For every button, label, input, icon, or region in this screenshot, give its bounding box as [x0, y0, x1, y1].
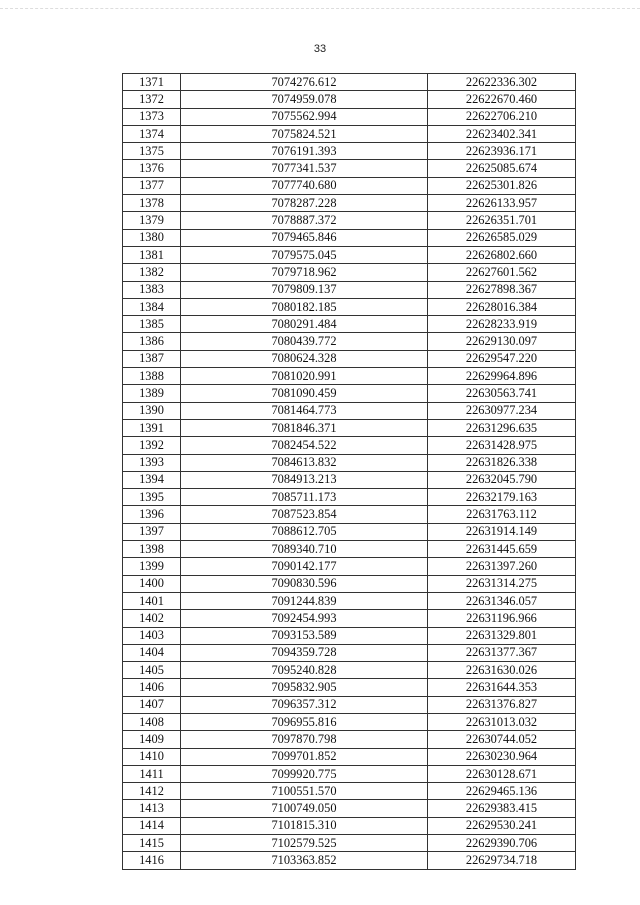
table-row [123, 696, 576, 713]
table-row [123, 385, 576, 402]
y-coordinate-cell: 22626133.957 [428, 195, 576, 212]
table-row [123, 350, 576, 367]
table-row [123, 74, 576, 91]
x-coordinate-cell: 7089340.710 [181, 541, 428, 558]
point-number-cell: 1382 [123, 264, 181, 281]
point-number-cell: 1397 [123, 523, 181, 540]
y-coordinate-cell: 22630744.052 [428, 731, 576, 748]
point-number-cell: 1376 [123, 160, 181, 177]
y-coordinate-cell: 22622670.460 [428, 91, 576, 108]
y-coordinate-cell: 22628016.384 [428, 298, 576, 315]
table-row [123, 246, 576, 263]
table-row [123, 143, 576, 160]
point-number-cell: 1389 [123, 385, 181, 402]
table-row [123, 748, 576, 765]
point-number-cell: 1395 [123, 489, 181, 506]
x-coordinate-cell: 7090142.177 [181, 558, 428, 575]
y-coordinate-cell: 22627898.367 [428, 281, 576, 298]
table-row [123, 229, 576, 246]
table-row [123, 679, 576, 696]
y-coordinate-cell: 22622336.302 [428, 74, 576, 91]
point-number-cell: 1385 [123, 316, 181, 333]
x-coordinate-cell: 7081464.773 [181, 402, 428, 419]
coordinates-table-body [123, 74, 576, 870]
y-coordinate-cell: 22629383.415 [428, 800, 576, 817]
y-coordinate-cell: 22632045.790 [428, 471, 576, 488]
point-number-cell: 1394 [123, 471, 181, 488]
x-coordinate-cell: 7078287.228 [181, 195, 428, 212]
page-number: 33 [313, 43, 327, 55]
y-coordinate-cell: 22629130.097 [428, 333, 576, 350]
table-row [123, 419, 576, 436]
x-coordinate-cell: 7081846.371 [181, 419, 428, 436]
x-coordinate-cell: 7077341.537 [181, 160, 428, 177]
x-coordinate-cell: 7100551.570 [181, 783, 428, 800]
point-number-cell: 1398 [123, 541, 181, 558]
table-row [123, 125, 576, 142]
x-coordinate-cell: 7103363.852 [181, 852, 428, 869]
table-row [123, 852, 576, 869]
y-coordinate-cell: 22632179.163 [428, 489, 576, 506]
point-number-cell: 1411 [123, 765, 181, 782]
x-coordinate-cell: 7079809.137 [181, 281, 428, 298]
point-number-cell: 1399 [123, 558, 181, 575]
point-number-cell: 1378 [123, 195, 181, 212]
y-coordinate-cell: 22631296.635 [428, 419, 576, 436]
point-number-cell: 1372 [123, 91, 181, 108]
x-coordinate-cell: 7074276.612 [181, 74, 428, 91]
table-row [123, 298, 576, 315]
y-coordinate-cell: 22629465.136 [428, 783, 576, 800]
point-number-cell: 1406 [123, 679, 181, 696]
table-row [123, 489, 576, 506]
point-number-cell: 1383 [123, 281, 181, 298]
y-coordinate-cell: 22631445.659 [428, 541, 576, 558]
x-coordinate-cell: 7085711.173 [181, 489, 428, 506]
point-number-cell: 1374 [123, 125, 181, 142]
x-coordinate-cell: 7088612.705 [181, 523, 428, 540]
x-coordinate-cell: 7080182.185 [181, 298, 428, 315]
table-row [123, 523, 576, 540]
y-coordinate-cell: 22631329.801 [428, 627, 576, 644]
point-number-cell: 1416 [123, 852, 181, 869]
point-number-cell: 1400 [123, 575, 181, 592]
x-coordinate-cell: 7079718.962 [181, 264, 428, 281]
table-row [123, 731, 576, 748]
table-row [123, 402, 576, 419]
y-coordinate-cell: 22630977.234 [428, 402, 576, 419]
y-coordinate-cell: 22630128.671 [428, 765, 576, 782]
y-coordinate-cell: 22631914.149 [428, 523, 576, 540]
y-coordinate-cell: 22631428.975 [428, 437, 576, 454]
table-row [123, 506, 576, 523]
table-row [123, 713, 576, 730]
point-number-cell: 1409 [123, 731, 181, 748]
y-coordinate-cell: 22631196.966 [428, 610, 576, 627]
point-number-cell: 1377 [123, 177, 181, 194]
scan-artifact-line [0, 8, 640, 13]
table-row [123, 783, 576, 800]
x-coordinate-cell: 7099920.775 [181, 765, 428, 782]
point-number-cell: 1402 [123, 610, 181, 627]
table-row [123, 662, 576, 679]
y-coordinate-cell: 22631346.057 [428, 592, 576, 609]
x-coordinate-cell: 7076191.393 [181, 143, 428, 160]
table-row [123, 471, 576, 488]
table-row [123, 541, 576, 558]
x-coordinate-cell: 7100749.050 [181, 800, 428, 817]
table-row [123, 817, 576, 834]
point-number-cell: 1401 [123, 592, 181, 609]
y-coordinate-cell: 22629734.718 [428, 852, 576, 869]
table-row [123, 177, 576, 194]
x-coordinate-cell: 7091244.839 [181, 592, 428, 609]
x-coordinate-cell: 7080624.328 [181, 350, 428, 367]
x-coordinate-cell: 7082454.522 [181, 437, 428, 454]
y-coordinate-cell: 22629547.220 [428, 350, 576, 367]
y-coordinate-cell: 22629964.896 [428, 368, 576, 385]
point-number-cell: 1391 [123, 419, 181, 436]
point-number-cell: 1410 [123, 748, 181, 765]
point-number-cell: 1373 [123, 108, 181, 125]
x-coordinate-cell: 7075562.994 [181, 108, 428, 125]
table-row [123, 558, 576, 575]
y-coordinate-cell: 22623402.341 [428, 125, 576, 142]
point-number-cell: 1404 [123, 644, 181, 661]
y-coordinate-cell: 22631377.367 [428, 644, 576, 661]
y-coordinate-cell: 22625085.674 [428, 160, 576, 177]
point-number-cell: 1388 [123, 368, 181, 385]
y-coordinate-cell: 22626585.029 [428, 229, 576, 246]
point-number-cell: 1386 [123, 333, 181, 350]
table-row [123, 195, 576, 212]
table-row [123, 454, 576, 471]
y-coordinate-cell: 22631013.032 [428, 713, 576, 730]
point-number-cell: 1393 [123, 454, 181, 471]
x-coordinate-cell: 7097870.798 [181, 731, 428, 748]
x-coordinate-cell: 7075824.521 [181, 125, 428, 142]
x-coordinate-cell: 7095832.905 [181, 679, 428, 696]
y-coordinate-cell: 22623936.171 [428, 143, 576, 160]
coordinates-table [122, 73, 576, 870]
point-number-cell: 1403 [123, 627, 181, 644]
point-number-cell: 1392 [123, 437, 181, 454]
y-coordinate-cell: 22628233.919 [428, 316, 576, 333]
table-row [123, 91, 576, 108]
y-coordinate-cell: 22631376.827 [428, 696, 576, 713]
point-number-cell: 1387 [123, 350, 181, 367]
y-coordinate-cell: 22631826.338 [428, 454, 576, 471]
point-number-cell: 1375 [123, 143, 181, 160]
x-coordinate-cell: 7094359.728 [181, 644, 428, 661]
table-row [123, 765, 576, 782]
x-coordinate-cell: 7093153.589 [181, 627, 428, 644]
x-coordinate-cell: 7102579.525 [181, 835, 428, 852]
table-row [123, 212, 576, 229]
y-coordinate-cell: 22625301.826 [428, 177, 576, 194]
x-coordinate-cell: 7081090.459 [181, 385, 428, 402]
y-coordinate-cell: 22626802.660 [428, 246, 576, 263]
point-number-cell: 1408 [123, 713, 181, 730]
point-number-cell: 1412 [123, 783, 181, 800]
table-row [123, 437, 576, 454]
y-coordinate-cell: 22629530.241 [428, 817, 576, 834]
point-number-cell: 1414 [123, 817, 181, 834]
y-coordinate-cell: 22631314.275 [428, 575, 576, 592]
x-coordinate-cell: 7101815.310 [181, 817, 428, 834]
y-coordinate-cell: 22630230.964 [428, 748, 576, 765]
table-row [123, 835, 576, 852]
point-number-cell: 1379 [123, 212, 181, 229]
x-coordinate-cell: 7074959.078 [181, 91, 428, 108]
table-row [123, 800, 576, 817]
table-row [123, 592, 576, 609]
point-number-cell: 1380 [123, 229, 181, 246]
point-number-cell: 1384 [123, 298, 181, 315]
x-coordinate-cell: 7080291.484 [181, 316, 428, 333]
y-coordinate-cell: 22626351.701 [428, 212, 576, 229]
point-number-cell: 1381 [123, 246, 181, 263]
y-coordinate-cell: 22629390.706 [428, 835, 576, 852]
y-coordinate-cell: 22631397.260 [428, 558, 576, 575]
point-number-cell: 1413 [123, 800, 181, 817]
y-coordinate-cell: 22631763.112 [428, 506, 576, 523]
y-coordinate-cell: 22630563.741 [428, 385, 576, 402]
x-coordinate-cell: 7099701.852 [181, 748, 428, 765]
point-number-cell: 1390 [123, 402, 181, 419]
point-number-cell: 1415 [123, 835, 181, 852]
x-coordinate-cell: 7084913.213 [181, 471, 428, 488]
x-coordinate-cell: 7096955.816 [181, 713, 428, 730]
x-coordinate-cell: 7077740.680 [181, 177, 428, 194]
x-coordinate-cell: 7079575.045 [181, 246, 428, 263]
x-coordinate-cell: 7080439.772 [181, 333, 428, 350]
x-coordinate-cell: 7087523.854 [181, 506, 428, 523]
y-coordinate-cell: 22627601.562 [428, 264, 576, 281]
table-row [123, 368, 576, 385]
x-coordinate-cell: 7078887.372 [181, 212, 428, 229]
table-row [123, 644, 576, 661]
x-coordinate-cell: 7081020.991 [181, 368, 428, 385]
table-row [123, 264, 576, 281]
table-row [123, 160, 576, 177]
table-row [123, 333, 576, 350]
table-row [123, 610, 576, 627]
y-coordinate-cell: 22622706.210 [428, 108, 576, 125]
x-coordinate-cell: 7092454.993 [181, 610, 428, 627]
x-coordinate-cell: 7084613.832 [181, 454, 428, 471]
x-coordinate-cell: 7096357.312 [181, 696, 428, 713]
x-coordinate-cell: 7095240.828 [181, 662, 428, 679]
point-number-cell: 1407 [123, 696, 181, 713]
x-coordinate-cell: 7090830.596 [181, 575, 428, 592]
table-row [123, 627, 576, 644]
y-coordinate-cell: 22631644.353 [428, 679, 576, 696]
point-number-cell: 1396 [123, 506, 181, 523]
y-coordinate-cell: 22631630.026 [428, 662, 576, 679]
point-number-cell: 1371 [123, 74, 181, 91]
table-row [123, 575, 576, 592]
x-coordinate-cell: 7079465.846 [181, 229, 428, 246]
table-row [123, 281, 576, 298]
point-number-cell: 1405 [123, 662, 181, 679]
table-row [123, 108, 576, 125]
table-row [123, 316, 576, 333]
